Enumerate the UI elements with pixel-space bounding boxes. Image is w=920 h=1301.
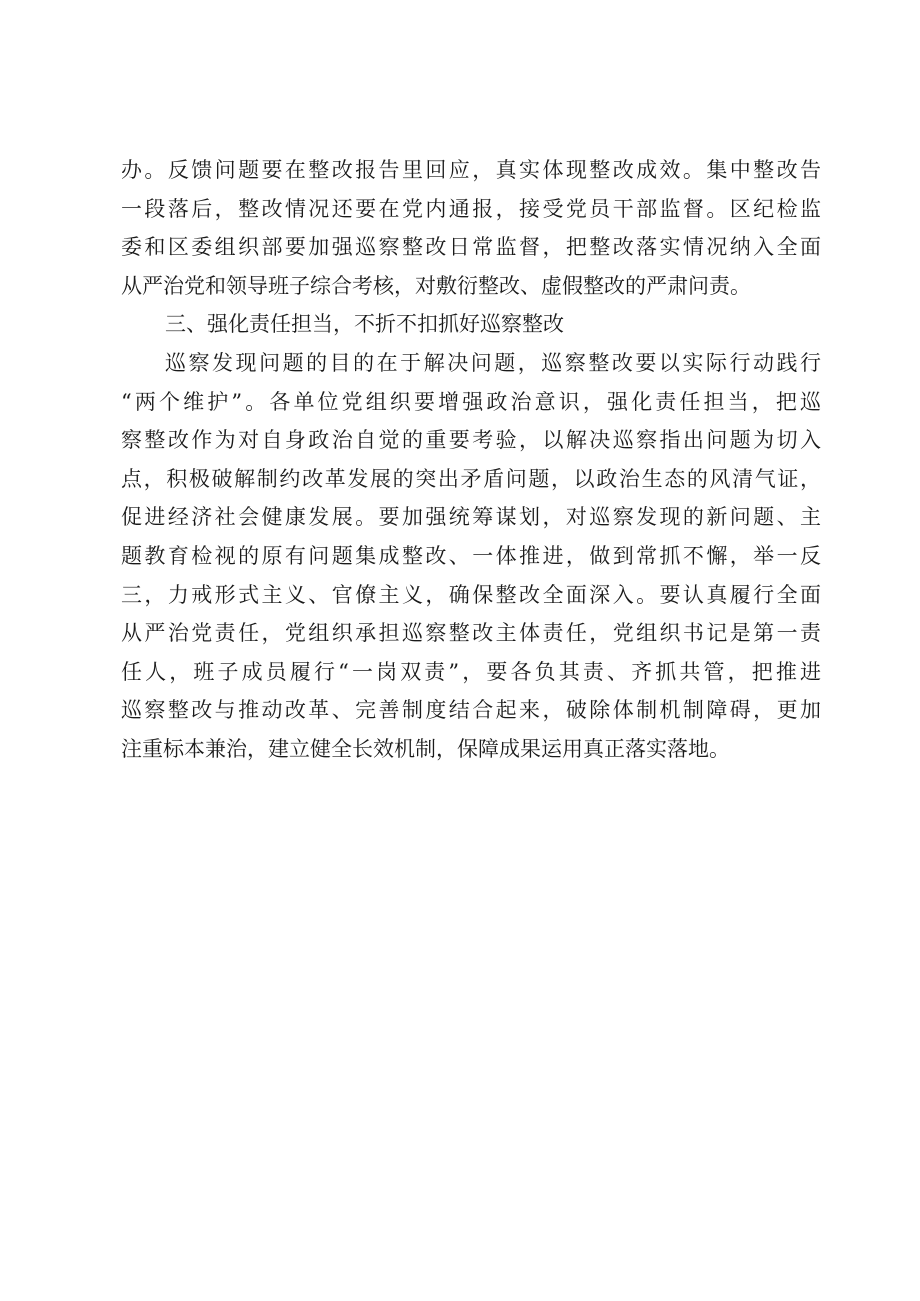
document-body — [121, 151, 821, 769]
text-line: 三，力戒形式主义、官僚主义，确保整改全面深入。要认真履行全面 — [121, 582, 821, 607]
text-line: 巡察发现问题的目的在于解决问题，巡察整改要以实际行动践行 — [165, 350, 821, 375]
paragraph-continuation — [121, 151, 821, 305]
text-line: 从严治党和领导班子综合考核，对敷衍整改、虚假整改的严肃问责。 — [121, 273, 751, 298]
paragraph-section-3 — [121, 344, 821, 769]
text-line: 题教育检视的原有问题集成整改、一体推进，做到常抓不懈，举一反 — [121, 543, 821, 568]
section-heading: 三、强化责任担当，不折不扣抓好巡察整改 — [165, 312, 564, 337]
text-line: 点，积极破解制约改革发展的突出矛盾问题，以政治生态的风清气证， — [121, 466, 821, 491]
text-line: 从严治党责任，党组织承担巡察整改主体责任，党组织书记是第一责 — [121, 621, 821, 646]
text-line: 注重标本兼治，建立健全长效机制，保障成果运用真正落实落地。 — [121, 736, 730, 761]
text-line: 任人，班子成员履行“一岗双责”，要各负其责、齐抓共管，把推进 — [121, 659, 821, 684]
text-line: 委和区委组织部要加强巡察整改日常监督，把整改落实情况纳入全面 — [121, 235, 821, 260]
text-line: 巡察整改与推动改革、完善制度结合起来，破除体制机制障碍，更加 — [121, 698, 821, 723]
text-line: 一段落后，整改情况还要在党内通报，接受党员干部监督。区纪检监 — [121, 196, 821, 221]
text-line: “两个维护”。各单位党组织要增强政治意识，强化责任担当，把巡 — [121, 389, 821, 414]
text-line: 察整改作为对自身政治自觉的重要考验，以解决巡察指出问题为切入 — [121, 428, 821, 453]
text-line: 促进经济社会健康发展。要加强统筹谋划，对巡察发现的新问题、主 — [121, 505, 821, 530]
text-line: 办。反馈问题要在整改报告里回应，真实体现整改成效。集中整改告 — [121, 158, 821, 182]
